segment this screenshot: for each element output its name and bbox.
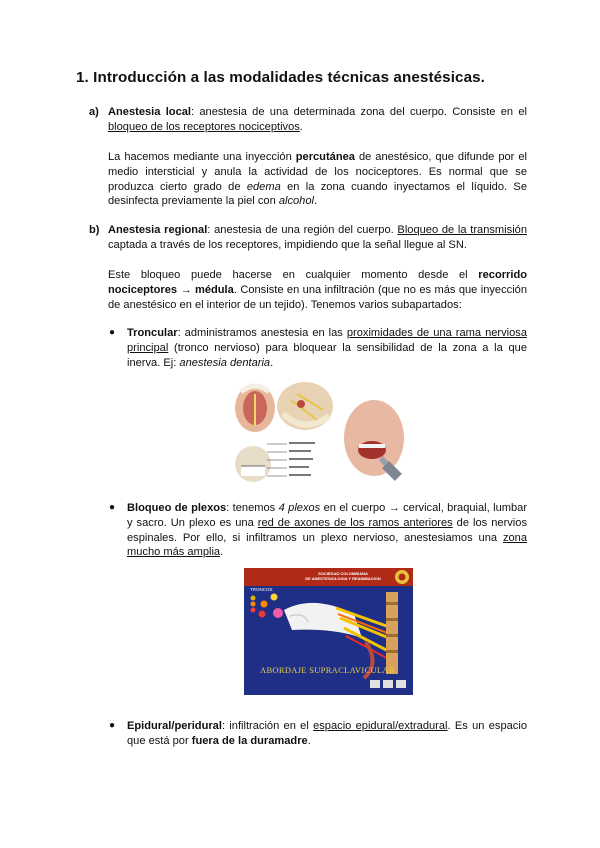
text: captada a través de los receptores, impidiendo que la señal llegue al SN. — [108, 238, 467, 251]
italic-text: edema — [246, 180, 281, 193]
text: . — [220, 546, 224, 559]
text: . Es un espacio que está por — [127, 720, 527, 747]
term: Anestesia local — [108, 106, 191, 118]
list-marker: a) — [89, 106, 99, 118]
paragraph-local — [108, 150, 527, 209]
text: : infiltración en el — [221, 720, 314, 732]
italic-text: 4 plexos — [278, 502, 321, 514]
term: Troncular — [127, 327, 178, 339]
italic-text: anestesia dentaria — [179, 356, 271, 369]
dental-anesthesia-illustration — [231, 380, 404, 490]
bold-text: fuera de la duramadre — [191, 734, 308, 747]
text: en el cuerpo → cervical, braquial, lumbar y sacro. Un plexo es una — [127, 502, 528, 529]
brachial-plexus-slide — [244, 568, 413, 695]
text: : anestesia de una determinada zona del cuerpo. Consiste en el — [191, 106, 528, 118]
text: . — [307, 734, 311, 747]
italic-text: alcohol — [278, 195, 314, 208]
list-marker: b) — [89, 224, 100, 236]
bullet-dot: ● — [109, 720, 116, 731]
text: (tronco nervioso) para bloquear la sensibilidad de la zona a la que inerva. Ej: — [127, 341, 527, 369]
paragraph-regional — [108, 268, 527, 312]
bullet-dot: ● — [109, 327, 116, 338]
text: La hacemos mediante una inyección — [108, 151, 296, 163]
bullet-epidural — [109, 719, 527, 749]
bullet-bloqueo-plexos — [109, 501, 528, 560]
text: . Consiste en una infiltración (que no es más que inyección de anestésico en el interior de un tejido). Tenemos varios subapartados: — [108, 283, 527, 311]
slide-banner — [288, 571, 398, 581]
text: : tenemos — [226, 502, 279, 514]
section-heading: 1. Introducción a las modalidades técnicas anestésicas. — [76, 69, 485, 86]
term: Anestesia regional — [108, 224, 208, 236]
text: . — [270, 356, 274, 369]
dental-anesthesia-figure — [231, 380, 404, 490]
underlined-text: Bloqueo de la transmisión — [397, 224, 527, 236]
underlined-text: red de axones de los ramos anteriores — [257, 516, 453, 529]
term: Epidural/peridural — [127, 720, 222, 732]
underlined-text: espacio epidural/extradural — [313, 720, 448, 732]
bullet-dot: ● — [109, 502, 116, 513]
banner-line: DE ANESTESIOLOGIA Y REANIMACION — [305, 576, 381, 581]
bullet-troncular — [109, 326, 527, 370]
slide-caption: ABORDAJE SUPRACLAVICULAR — [260, 665, 395, 675]
text: . — [313, 195, 318, 208]
text: Este bloqueo puede hacerse en cualquier momento desde el — [108, 269, 479, 281]
text: de los nervios espinales. Por ello, si infiltramos un plexo nervioso, anestesiamos una — [127, 516, 527, 544]
text: : administramos anestesia en las — [177, 327, 347, 339]
banner-line: SOCIEDAD COLOMBIANA — [318, 571, 368, 576]
slide-label: TRONCOS — [250, 587, 273, 592]
term: Bloqueo de plexos — [127, 502, 227, 514]
underlined-text: proximidades de una rama nerviosa principal — [127, 327, 527, 354]
text: : anestesia de una región del cuerpo. — [207, 224, 398, 236]
bold-text: recorrido nociceptores → médula — [108, 269, 527, 296]
underlined-text: zona mucho más amplia — [127, 531, 527, 559]
text: en la zona cuando inyectamos el líquido. Se desinfecta previamente la piel con — [108, 180, 527, 208]
text: de anestésico, que difunde por el medio intersticial y anula la actividad de los nociceptores. Es normal que se produzca cierto grado de — [108, 151, 527, 193]
underlined-text: bloqueo de los receptores nociceptivos — [108, 120, 300, 133]
list-item-b — [89, 223, 527, 253]
list-item-a — [89, 105, 527, 135]
text: . — [299, 120, 303, 133]
bold-text: percutánea — [295, 151, 355, 163]
